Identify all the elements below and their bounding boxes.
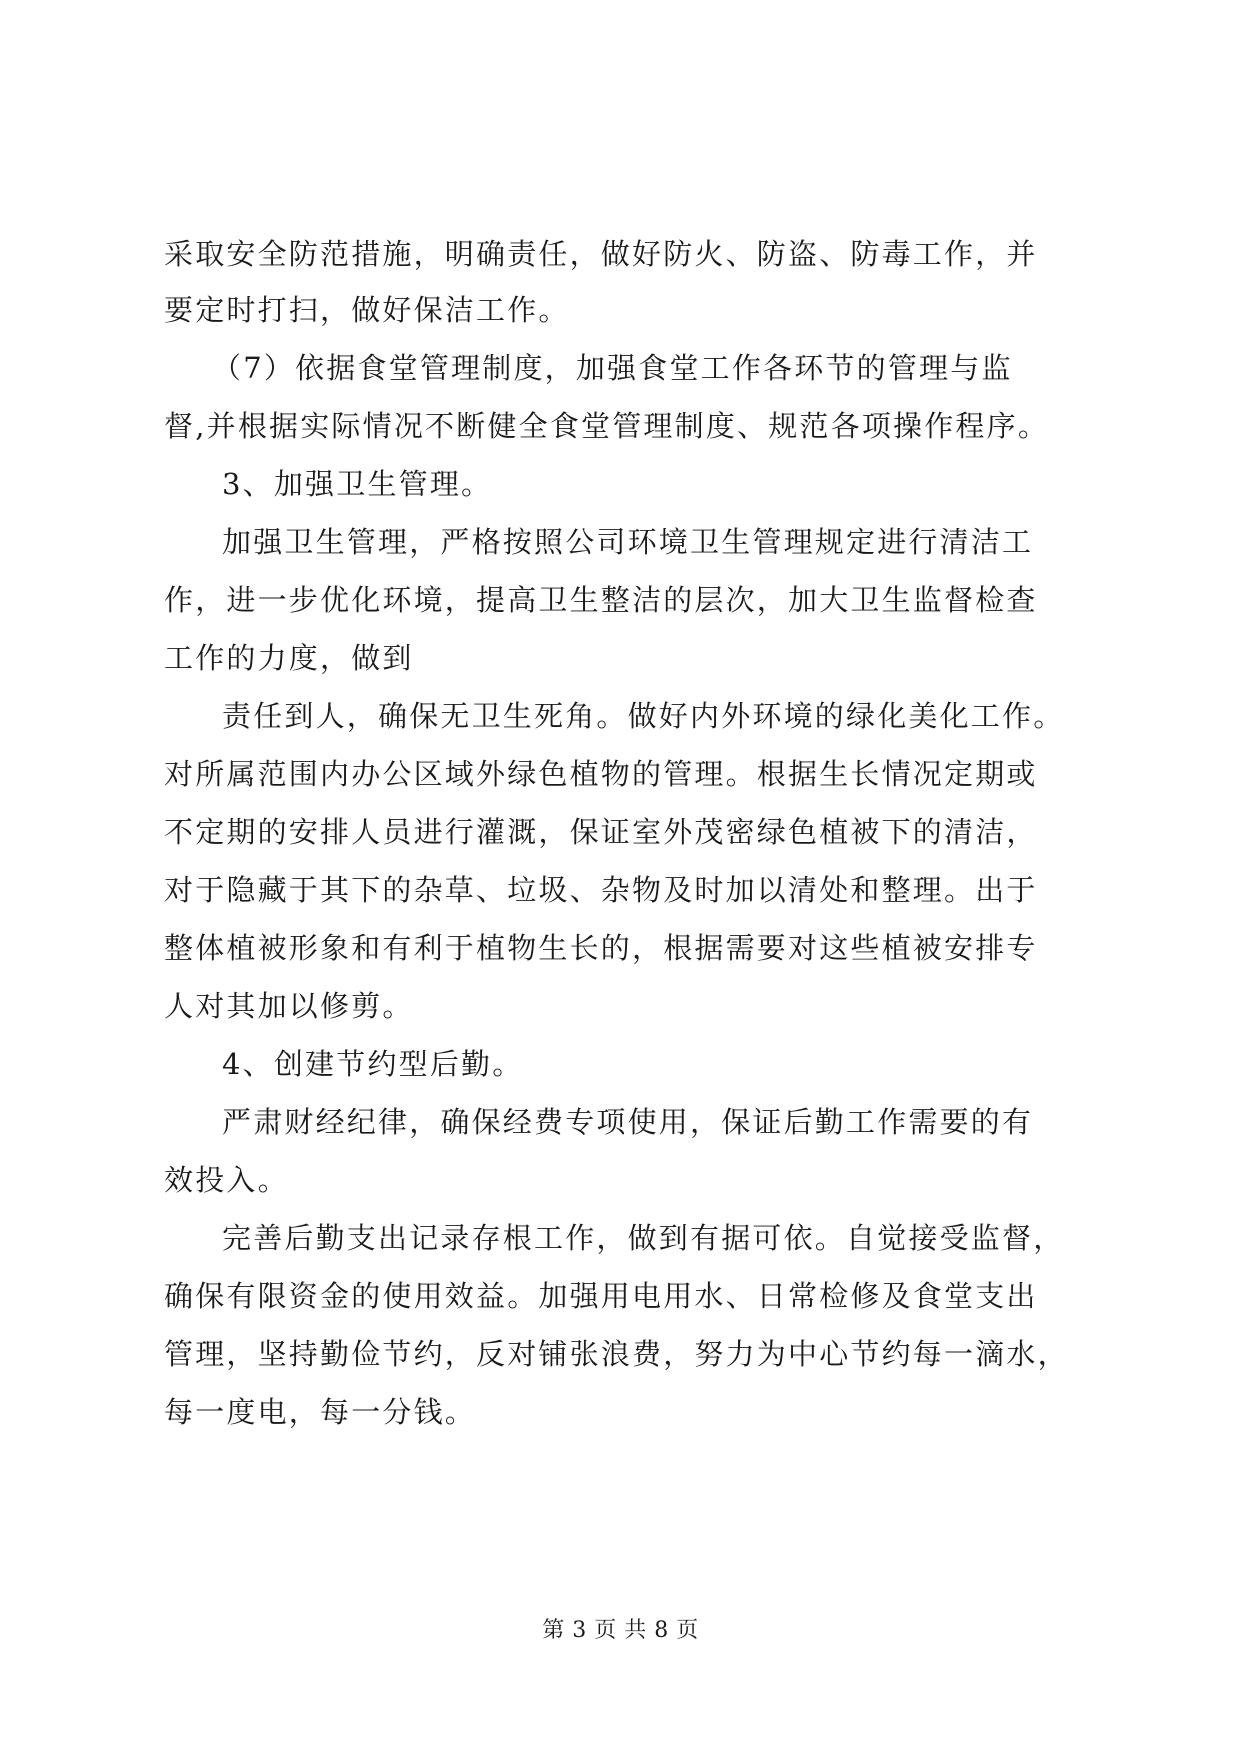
text-line: 对所属范围内办公区域外绿色植物的管理。根据生长情况定期或	[164, 757, 1038, 791]
text-line: （7）依据食堂管理制度，加强食堂工作各环节的管理与监	[212, 351, 1013, 385]
section-heading: 3、加强卫生管理。	[222, 467, 493, 501]
text-line: 严肃财经纪律，确保经费专项使用，保证后勤工作需要的有	[222, 1105, 1034, 1139]
text-line: 责任到人，确保无卫生死角。做好内外环境的绿化美化工作。	[222, 699, 1065, 733]
text-line: 不定期的安排人员进行灌溉，保证室外茂密绿色植被下的清洁，	[164, 815, 1038, 849]
text-line: 确保有限资金的使用效益。加强用电用水、日常检修及食堂支出	[164, 1279, 1038, 1313]
text-line: 作，进一步优化环境，提高卫生整洁的层次，加大卫生监督检查	[164, 583, 1038, 617]
text-line: 效投入。	[164, 1163, 289, 1197]
text-line: 采取安全防范措施，明确责任，做好防火、防盗、防毒工作，并	[164, 237, 1038, 271]
text-line: 每一度电，每一分钱。	[164, 1395, 477, 1429]
text-line: 整体植被形象和有利于植物生长的，根据需要对这些植被安排专	[164, 931, 1038, 965]
text-line: 督,并根据实际情况不断健全食堂管理制度、规范各项操作程序。	[164, 409, 1050, 443]
section-heading: 4、创建节约型后勤。	[222, 1047, 524, 1081]
page-number-footer: 第 3 页 共 8 页	[542, 1618, 699, 1643]
text-line: 对于隐藏于其下的杂草、垃圾、杂物及时加以清处和整理。出于	[164, 873, 1038, 907]
text-line: 要定时打扫，做好保洁工作。	[164, 293, 570, 327]
text-line: 管理，坚持勤俭节约，反对铺张浪费，努力为中心节约每一滴水，	[164, 1337, 1069, 1371]
text-line: 加强卫生管理，严格按照公司环境卫生管理规定进行清洁工	[222, 525, 1034, 559]
text-line: 完善后勤支出记录存根工作，做到有据可依。自觉接受监督，	[222, 1221, 1065, 1255]
text-line: 工作的力度，做到	[164, 641, 414, 675]
text-line: 人对其加以修剪。	[164, 989, 414, 1023]
